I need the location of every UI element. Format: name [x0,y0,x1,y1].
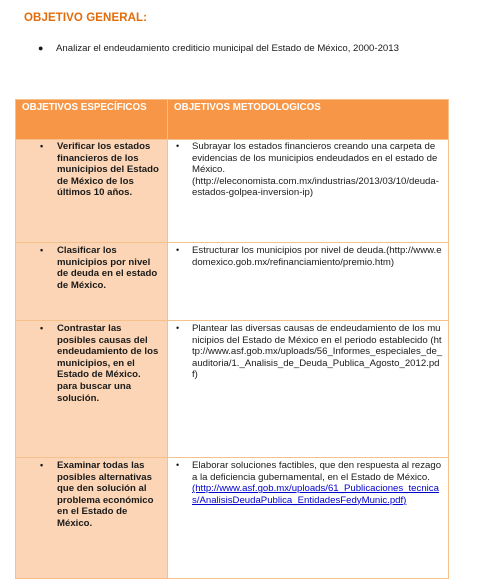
general-objective-heading: OBJETIVO GENERAL: [24,12,148,24]
methodological-objective-cell [168,321,449,458]
specific-objective-text: Examinar todas las posibles alternativas que den solución al problema económico en el Estado de México. [57,460,154,529]
specific-objectives-header: OBJETIVOS ESPECÍFICOS [16,100,168,140]
bullet: • [176,141,180,151]
general-objective-text: Analizar el endeudamiento crediticio municipal del Estado de México, 2000-2013 [56,43,399,54]
methodological-objective-text: Subrayar los estados financieros creando una carpeta de evidencias de los municipios endeudados en el estado de México. (http://eleconomista.com.mx/industrias/2013/03/10/deuda-estados-golpea-inversion-ip) [192,141,439,199]
bullet: • [40,245,44,255]
specific-objective-text: Contrastar las posibles causas del endeudamiento de los municipios, en el Estado de México. para buscar una solución. [57,323,159,404]
methodological-objective-text: Plantear las diversas causas de endeudamiento de los municipios del Estado de México en el periodo establecido (http://www.asf.gob.mx/uploads/56_Informes_especiales_de_auditoria/1._Analisis_de_Deuda_Publica_Agosto_2012.pdf) [192,323,443,381]
bullet: • [176,245,180,255]
bullet: • [40,460,44,470]
table-header-row [16,100,449,140]
objectives-table [15,99,449,579]
specific-objective-cell [16,321,168,458]
specific-objective-cell [16,243,168,321]
table-row [16,458,449,579]
methodological-objective-cell [168,243,449,321]
bullet: • [40,141,44,151]
bullet: ● [38,43,44,53]
specific-objective-cell [16,458,168,579]
table-row [16,243,449,321]
methodological-objective-text: Estructurar los municipios por nivel de deuda.(http://www.edomexico.gob.mx/refinanciamiento/premio.htm) [192,245,442,268]
table-row [16,321,449,458]
table-row [16,140,449,243]
specific-objective-text: Verificar los estados financieros de los municipios del Estado de México de los últimos 10 años. [57,141,159,199]
methodological-objective-text: Elaborar soluciones factibles, que den respuesta al rezago a la deficiencia gubernamental, en el Estado de México. [192,460,442,483]
bullet: • [176,460,180,470]
source-link[interactable]: (http://www.asf.gob.mx/uploads/61_Publicaciones_tecnicas/AnalisisDeudaPublica_EntidadesFedyMunic.pdf) [192,483,439,506]
general-objective-item [38,42,448,55]
methodological-objective-cell [168,140,449,243]
bullet: • [40,323,44,333]
specific-objective-cell [16,140,168,243]
methodological-objective-cell [168,458,449,579]
bullet: • [176,323,180,333]
specific-objective-text: Clasificar los municipios por nivel de deuda en el estado de México. [57,245,158,291]
methodological-objectives-header: OBJETIVOS METODOLOGICOS [168,100,449,140]
